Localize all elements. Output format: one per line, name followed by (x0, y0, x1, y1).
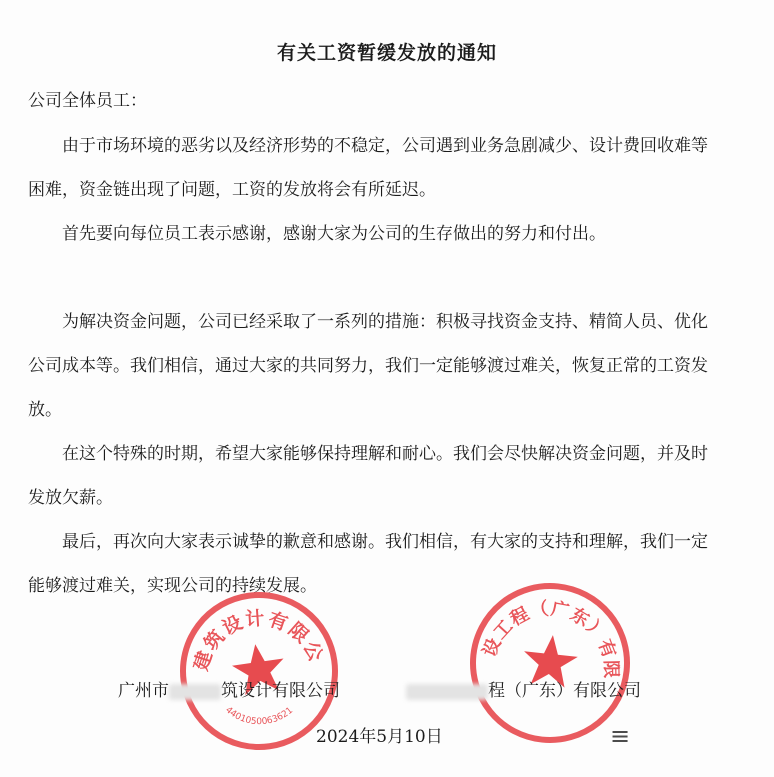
menu-icon[interactable]: ≡ (610, 722, 631, 750)
paragraph-2: 首先要向每位员工表示感谢，感谢大家为公司的生存做出的努力和付出。 (62, 224, 606, 244)
seal-right-graphic (469, 564, 632, 745)
signature-right-suffix: 程（广东）有限公司 (488, 681, 641, 701)
redacted-name-right (406, 684, 488, 700)
signature-left-suffix: 筑设计有限公司 (221, 681, 340, 701)
seal-right-arc-text: 设工程（广东）有限公司 (474, 564, 622, 680)
paragraph-1: 由于市场环境的恶劣以及经济形势的不稳定，公司遇到业务急剧减少、设计费回收难等困难，资金链出现了问题，工资的发放将会有所延迟。 (28, 136, 708, 200)
salutation: 公司全体员工： (28, 91, 147, 111)
seal-left-number: 4401050063621 (223, 705, 296, 728)
paragraph-5: 最后，再次向大家表示诚挚的歉意和感谢。我们相信，有大家的支持和理解，我们一定能够渡过难关，实现公司的持续发展。 (28, 532, 708, 596)
seal-left-arc-text: 建筑设计有限公司 (163, 590, 328, 674)
paragraph-4: 在这个特殊的时期，希望大家能够保持理解和耐心。我们会尽快解决资金问题，并及时发放欠薪。 (28, 444, 708, 508)
notice-title: 有关工资暂缓发放的通知 (276, 42, 497, 64)
paragraph-3: 为解决资金问题，公司已经采取了一系列的措施：积极寻找资金支持、精简人员、优化公司成本等。我们相信，通过大家的共同努力，我们一定能够渡过难关，恢复正常的工资发放。 (28, 312, 708, 420)
redacted-name-left (169, 684, 221, 700)
signature-right-company (406, 676, 641, 701)
notice-date: 2024年5月10日 (316, 727, 443, 747)
signature-left-company (118, 676, 340, 701)
signature-left-prefix: 广州市 (118, 681, 169, 701)
